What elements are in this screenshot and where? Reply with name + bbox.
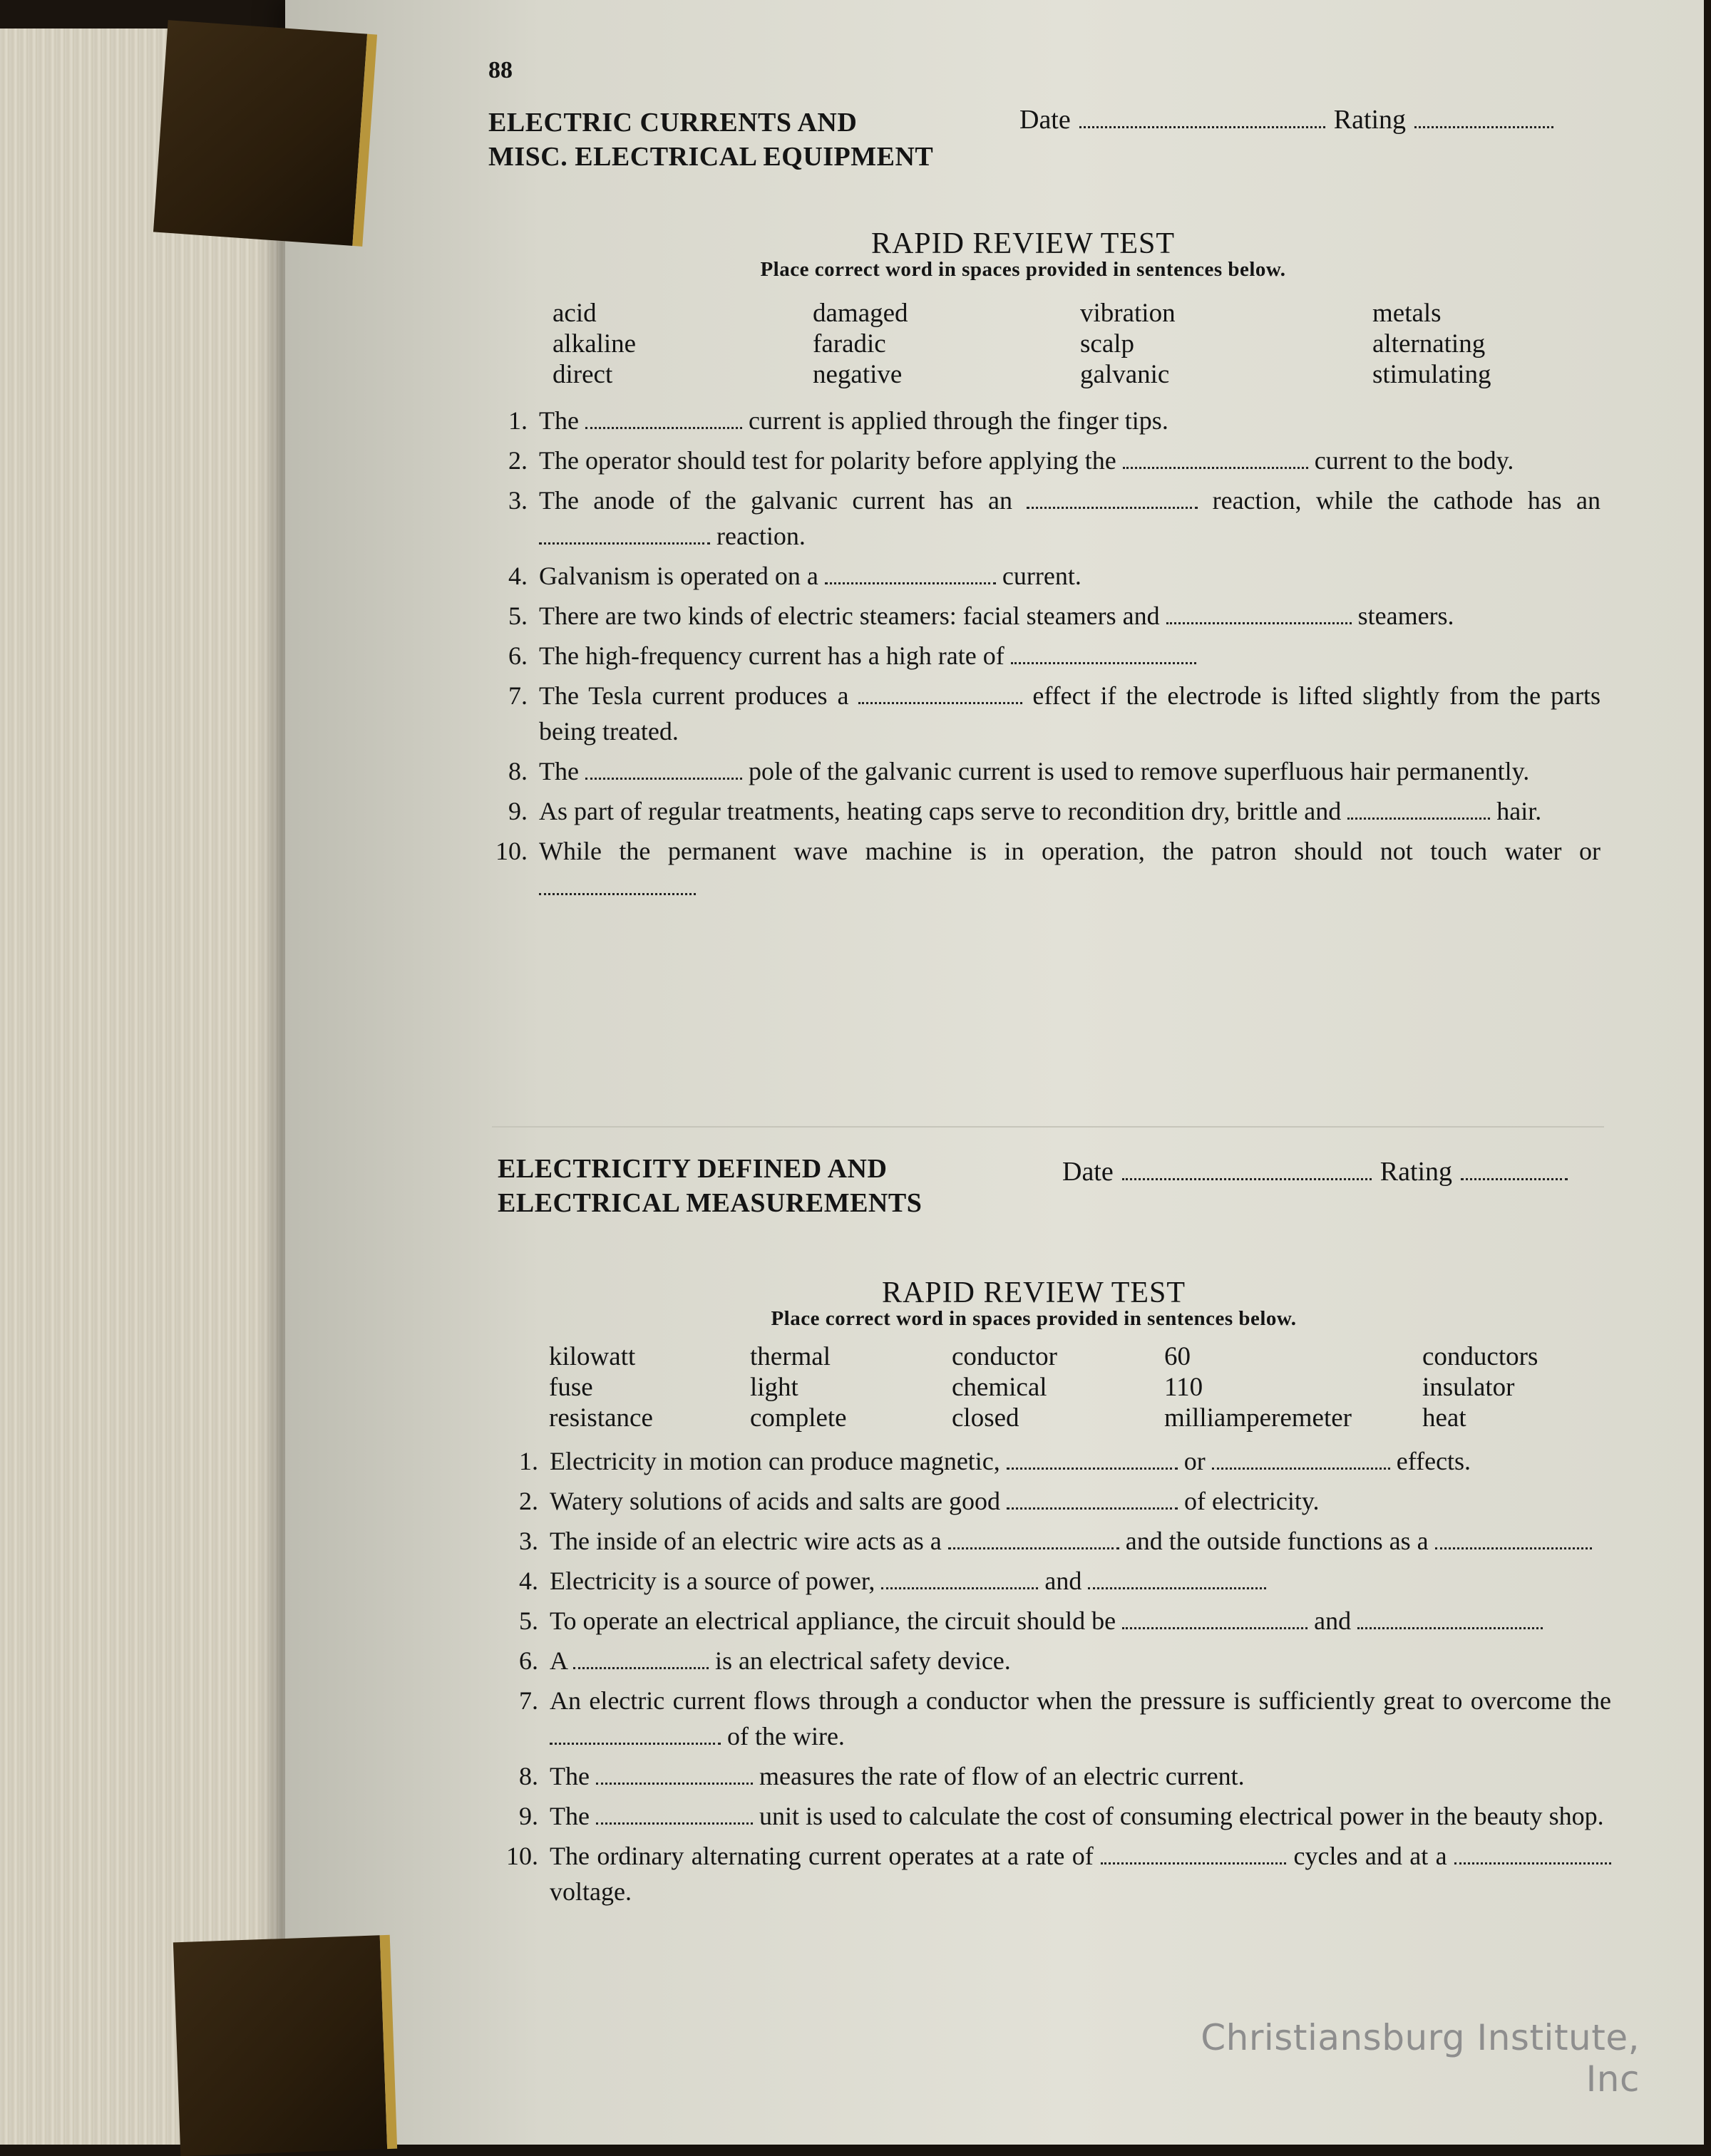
item-text-part: effects. <box>1389 1447 1471 1475</box>
word-bank-word: faradic <box>813 329 886 359</box>
item-text-part: current. <box>995 562 1081 590</box>
word-bank-word: heat <box>1422 1403 1466 1433</box>
word-bank-word: alternating <box>1372 329 1486 359</box>
answer-blank[interactable] <box>881 1570 1038 1589</box>
item-text-part: As part of regular treatments, heating caps serve to recondition dry, brittle and <box>539 797 1348 825</box>
section2-date-rating <box>1062 1156 1576 1187</box>
item-text-part: and the outside functions as a <box>1119 1527 1435 1555</box>
item-number: 10. <box>495 837 528 865</box>
word-bank-word: chemical <box>952 1373 1047 1402</box>
answer-blank[interactable] <box>1454 1845 1611 1864</box>
item-text-part: hair. <box>1490 797 1542 825</box>
section2-rating-label: Rating <box>1379 1157 1453 1187</box>
section2-word-bank <box>549 1341 1600 1433</box>
item-number: 6. <box>508 641 528 670</box>
word-bank-column <box>1422 1341 1600 1433</box>
answer-blank[interactable] <box>1166 605 1352 624</box>
section2-items <box>503 1443 1611 1909</box>
answer-blank[interactable] <box>596 1765 753 1785</box>
test-item <box>492 793 1600 829</box>
item-number: 9. <box>519 1802 538 1830</box>
item-text-part: unit is used to calculate the cost of consuming electrical power in the beauty shop. <box>752 1802 1604 1830</box>
answer-blank[interactable] <box>550 1726 721 1745</box>
item-number: 1. <box>519 1447 538 1475</box>
word-bank-word: negative <box>813 360 903 389</box>
answer-blank[interactable] <box>1435 1530 1592 1549</box>
section2-rating-field[interactable] <box>1461 1178 1568 1180</box>
word-bank-word: insulator <box>1422 1373 1515 1402</box>
item-text-part: pole of the galvanic current is used to remove superfluous hair permanently. <box>741 757 1530 785</box>
item-text-part: The Tesla current produces a <box>539 681 859 710</box>
section1-instructions: Place correct word in spaces provided in sentences below. <box>760 258 1286 281</box>
test-item <box>503 1563 1611 1599</box>
test-item <box>492 833 1600 904</box>
item-text-part: The inside of an electric wire acts as a <box>550 1527 948 1555</box>
item-text-part: Watery solutions of acids and salts are good <box>550 1487 1007 1515</box>
item-text-part: current to the body. <box>1307 446 1514 475</box>
section-divider <box>492 1126 1604 1128</box>
test-item <box>492 483 1600 554</box>
word-bank-word: 60 <box>1164 1342 1191 1371</box>
answer-blank[interactable] <box>1007 1450 1178 1470</box>
answer-blank[interactable] <box>1027 490 1198 509</box>
item-text-part: A <box>550 1646 574 1675</box>
test-item <box>503 1603 1611 1639</box>
item-number: 3. <box>519 1527 538 1555</box>
word-bank-word: conductors <box>1422 1342 1538 1371</box>
test-item <box>503 1483 1611 1519</box>
item-number: 8. <box>519 1762 538 1790</box>
item-text <box>539 443 1600 478</box>
test-item <box>492 558 1600 594</box>
item-text <box>550 1563 1611 1599</box>
word-bank-word: alkaline <box>553 329 637 359</box>
item-text-part: and <box>1307 1606 1358 1635</box>
item-text-part: An electric current flows through a conductor when the pressure is sufficiently great to overcome the <box>550 1686 1611 1715</box>
word-bank-word: damaged <box>813 299 908 328</box>
answer-blank[interactable] <box>1357 1610 1543 1629</box>
item-text-part: or <box>1177 1447 1212 1475</box>
item-text-part: reaction, while the cathode has an <box>1198 486 1600 515</box>
item-text-part: While the permanent wave machine is in operation, the patron should not touch water or <box>539 837 1600 865</box>
test-item <box>492 638 1600 674</box>
item-number: 4. <box>519 1567 538 1595</box>
section1-heading <box>488 105 933 174</box>
page-number: 88 <box>488 57 513 83</box>
word-bank-word: conductor <box>952 1342 1057 1371</box>
item-number: 4. <box>508 562 528 590</box>
section2-date-field[interactable] <box>1122 1178 1372 1180</box>
item-number: 7. <box>508 681 528 710</box>
test-item <box>503 1443 1611 1479</box>
answer-blank[interactable] <box>596 1805 753 1825</box>
word-bank-word: thermal <box>750 1342 831 1371</box>
item-text-part: measures the rate of flow of an electric current. <box>752 1762 1245 1790</box>
item-text-part: The high-frequency current has a high rate of <box>539 641 1011 670</box>
item-text <box>539 638 1600 674</box>
item-text-part: Electricity in motion can produce magnetic, <box>550 1447 1007 1475</box>
item-text-part: Electricity is a source of power, <box>550 1567 882 1595</box>
item-text-part: The ordinary alternating current operates at a rate of <box>550 1842 1101 1870</box>
section1-heading-line1: ELECTRIC CURRENTS AND <box>488 108 858 138</box>
section2-heading-line1: ELECTRICITY DEFINED AND <box>498 1154 888 1184</box>
item-number: 1. <box>508 406 528 435</box>
test-item <box>503 1643 1611 1678</box>
section2-heading-line2: ELECTRICAL MEASUREMENTS <box>498 1188 923 1218</box>
word-bank-word: galvanic <box>1080 360 1170 389</box>
item-text-part: effect if the electrode is lifted slightly from the parts being treated. <box>539 681 1600 746</box>
answer-blank[interactable] <box>1347 800 1490 820</box>
answer-blank[interactable] <box>858 685 1022 704</box>
item-text <box>539 833 1600 904</box>
test-item <box>492 403 1600 438</box>
word-bank-word: vibration <box>1080 299 1176 328</box>
item-text-part: The operator should test for polarity before applying the <box>539 446 1123 475</box>
item-number: 7. <box>519 1686 538 1715</box>
word-bank-column <box>549 1341 750 1433</box>
item-text <box>550 1838 1611 1909</box>
item-number: 8. <box>508 757 528 785</box>
item-text <box>539 483 1600 554</box>
item-text-part: Galvanism is operated on a <box>539 562 825 590</box>
item-text-part: The <box>550 1802 596 1830</box>
item-text-part: and <box>1038 1567 1089 1595</box>
section1-rating-label: Rating <box>1333 105 1407 135</box>
item-text <box>539 678 1600 749</box>
item-text <box>550 1443 1611 1479</box>
word-bank-word: 110 <box>1164 1373 1203 1402</box>
item-text <box>550 1523 1611 1559</box>
section1-word-bank <box>553 298 1586 390</box>
section1-date-rating <box>1019 104 1562 135</box>
item-number: 9. <box>508 797 528 825</box>
item-text <box>550 1758 1611 1794</box>
word-bank-column <box>1080 298 1372 390</box>
word-bank-word: light <box>750 1373 798 1402</box>
item-text <box>550 1683 1611 1754</box>
section1-heading-line2: MISC. ELECTRICAL EQUIPMENT <box>488 142 934 172</box>
word-bank-word: stimulating <box>1372 360 1491 389</box>
test-item <box>503 1523 1611 1559</box>
section1-test-title: RAPID REVIEW TEST <box>870 227 1176 260</box>
item-number: 10. <box>506 1842 538 1870</box>
answer-blank[interactable] <box>1123 450 1308 469</box>
item-text-part: of the wire. <box>721 1722 845 1750</box>
item-text-part: To operate an electrical appliance, the circuit should be <box>550 1606 1123 1635</box>
item-text-part: The anode of the galvanic current has an <box>539 486 1027 515</box>
item-text <box>539 598 1600 634</box>
answer-blank[interactable] <box>948 1530 1119 1549</box>
test-item <box>492 443 1600 478</box>
word-bank-column <box>952 1341 1164 1433</box>
word-bank-word: milliamperemeter <box>1164 1403 1352 1433</box>
answer-blank[interactable] <box>1088 1570 1266 1589</box>
test-item <box>503 1683 1611 1754</box>
word-bank-word: resistance <box>549 1403 653 1433</box>
item-number: 2. <box>508 446 528 475</box>
index-tab-bottom <box>173 1935 397 2156</box>
item-text-part: There are two kinds of electric steamers: facial steamers and <box>539 602 1166 630</box>
word-bank-column <box>750 1341 952 1433</box>
answer-blank[interactable] <box>1212 1450 1390 1470</box>
word-bank-word: complete <box>750 1403 847 1433</box>
word-bank-column <box>1164 1341 1422 1433</box>
item-text-part: voltage. <box>550 1877 632 1906</box>
word-bank-word: direct <box>553 360 613 389</box>
section1-rating-field[interactable] <box>1414 126 1553 128</box>
answer-blank[interactable] <box>825 565 996 584</box>
item-text-part: reaction. <box>710 522 806 550</box>
index-tab-top <box>153 20 377 247</box>
item-text <box>550 1643 1611 1678</box>
word-bank-word: scalp <box>1080 329 1135 359</box>
test-item <box>503 1838 1611 1909</box>
answer-blank[interactable] <box>1007 1490 1178 1510</box>
word-bank-word: closed <box>952 1403 1019 1433</box>
section1-items <box>492 403 1600 904</box>
word-bank-column <box>553 298 813 390</box>
answer-blank[interactable] <box>1101 1845 1286 1864</box>
word-bank-column <box>1372 298 1586 390</box>
test-item <box>503 1758 1611 1794</box>
answer-blank[interactable] <box>585 760 742 780</box>
item-text-part: cycles and at a <box>1286 1842 1454 1870</box>
section1-date-field[interactable] <box>1079 126 1325 128</box>
test-item <box>503 1798 1611 1834</box>
section1-date-label: Date <box>1019 105 1071 135</box>
section2-test-title: RAPID REVIEW TEST <box>881 1276 1186 1309</box>
item-text <box>550 1603 1611 1639</box>
item-text <box>550 1483 1611 1519</box>
answer-blank[interactable] <box>585 410 742 429</box>
item-number: 3. <box>508 486 528 515</box>
item-text-part: current is applied through the finger tips. <box>741 406 1168 435</box>
answer-blank[interactable] <box>573 1650 709 1669</box>
item-text-part: of electricity. <box>1177 1487 1320 1515</box>
item-text <box>539 558 1600 594</box>
word-bank-column <box>813 298 1080 390</box>
test-item <box>492 598 1600 634</box>
answer-blank[interactable] <box>1122 1610 1307 1629</box>
item-text <box>550 1798 1611 1834</box>
item-number: 2. <box>519 1487 538 1515</box>
answer-blank[interactable] <box>539 525 710 545</box>
item-text-part: The <box>539 757 585 785</box>
section2-date-label: Date <box>1062 1157 1114 1187</box>
item-number: 5. <box>519 1606 538 1635</box>
item-text-part: steamers. <box>1351 602 1454 630</box>
item-text <box>539 403 1600 438</box>
word-bank-word: fuse <box>549 1373 593 1402</box>
word-bank-word: acid <box>553 299 597 328</box>
word-bank-word: metals <box>1372 299 1442 328</box>
word-bank-word: kilowatt <box>549 1342 636 1371</box>
item-text-part: is an electrical safety device. <box>709 1646 1011 1675</box>
answer-blank[interactable] <box>539 876 696 895</box>
item-number: 5. <box>508 602 528 630</box>
item-text-part: The <box>550 1762 596 1790</box>
answer-blank[interactable] <box>1011 645 1196 664</box>
watermark: Christiansburg Institute, Inc <box>1201 2017 1640 2100</box>
item-number: 6. <box>519 1646 538 1675</box>
section2-instructions: Place correct word in spaces provided in sentences below. <box>771 1307 1297 1330</box>
test-item <box>492 753 1600 789</box>
item-text-part: The <box>539 406 585 435</box>
item-text <box>539 793 1600 829</box>
test-item <box>492 678 1600 749</box>
item-text <box>539 753 1600 789</box>
section2-heading <box>498 1152 922 1220</box>
